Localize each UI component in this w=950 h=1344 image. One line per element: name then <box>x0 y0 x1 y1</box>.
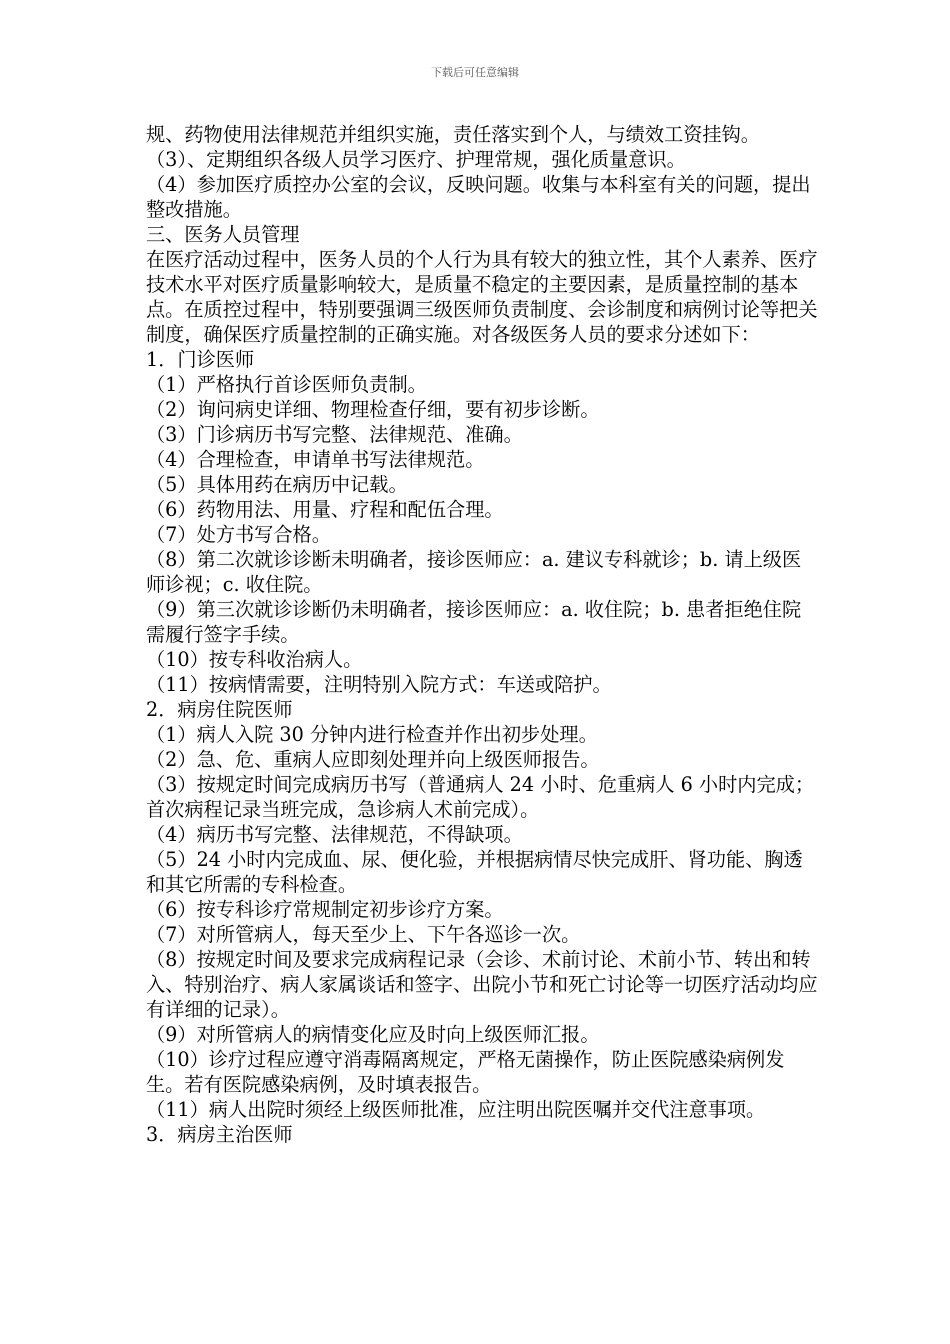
list-item: （8）第二次就诊诊断未明确者，接诊医师应：a. 建议专科就诊；b. 请上级医师诊视；c. 收住院。 <box>146 548 802 596</box>
paragraph-continuation: 规、药物使用法律规范并组织实施，责任落实到个人，与绩效工资挂钩。 <box>146 123 760 146</box>
document-body <box>146 122 818 1147</box>
section-heading-3: 三、医务人员管理 <box>146 223 300 246</box>
subsection-heading-1: 1．门诊医师 <box>146 348 255 371</box>
list-item: （5）具体用药在病历中记载。 <box>146 473 408 496</box>
list-item: （10）按专科收治病人。 <box>146 648 363 671</box>
list-item: （7）处方书写合格。 <box>146 523 331 546</box>
paragraph-intro: 在医疗活动过程中，医务人员的个人行为具有较大的独立性，其个人素养、医疗技术水平对医疗质量影响较大，是质量不稳定的主要因素，是质量控制的基本点。在质控过程中，特别要强调三级医师负责制度、会诊制度和病例讨论等把关制度，确保医疗质量控制的正确实施。对各级医务人员的要求分述如下： <box>146 248 818 346</box>
list-item: （9）第三次就诊诊断仍未明确者，接诊医师应：a. 收住院；b. 患者拒绝住院需履行签字手续。 <box>146 598 802 646</box>
list-item: （6）按专科诊疗常规制定初步诊疗方案。 <box>146 898 504 921</box>
page-header: 下载后可任意编辑 <box>431 66 519 79</box>
list-item: （4）病历书写完整、法律规范，不得缺项。 <box>146 823 523 846</box>
paragraph-item-3: （3）、定期组织各级人员学习医疗、护理常规，强化质量意识。 <box>146 148 686 171</box>
paragraph-item-4: （4）参加医疗质控办公室的会议，反映问题。收集与本科室有关的问题，提出整改措施。 <box>146 173 811 221</box>
list-item: （5）24 小时内完成血、尿、便化验，并根据病情尽快完成肝、肾功能、胸透和其它所需的专科检查。 <box>146 848 803 896</box>
list-item: （3）门诊病历书写完整、法律规范、准确。 <box>146 423 523 446</box>
list-item: （3）按规定时间完成病历书写（普通病人 24 小时、危重病人 6 小时内完成；首次病程记录当班完成，急诊病人术前完成）。 <box>146 773 815 821</box>
list-item: （9）对所管病人的病情变化应及时向上级医师汇报。 <box>146 1023 600 1046</box>
list-item: （1）病人入院 30 分钟内进行检查并作出初步处理。 <box>146 723 598 746</box>
list-item: （6）药物用法、用量、疗程和配伍合理。 <box>146 498 504 521</box>
list-item: （2）急、危、重病人应即刻处理并向上级医师报告。 <box>146 748 600 771</box>
list-item: （2）询问病史详细、物理检查仔细，要有初步诊断。 <box>146 398 600 421</box>
list-item: （11）按病情需要，注明特别入院方式：车送或陪护。 <box>146 673 612 696</box>
subsection-heading-3: 3．病房主治医师 <box>146 1123 293 1146</box>
list-item: （11）病人出院时须经上级医师批准，应注明出院医嘱并交代注意事项。 <box>146 1098 766 1121</box>
list-item: （1）严格执行首诊医师负责制。 <box>146 373 427 396</box>
subsection-heading-2: 2．病房住院医师 <box>146 698 293 721</box>
list-item: （7）对所管病人，每天至少上、下午各巡诊一次。 <box>146 923 581 946</box>
list-item: （8）按规定时间及要求完成病程记录（会诊、术前讨论、术前小节、转出和转入、特别治疗、病人家属谈话和签字、出院小节和死亡讨论等一切医疗活动均应有详细的记录）。 <box>146 948 818 1021</box>
list-item: （10）诊疗过程应遵守消毒隔离规定，严格无菌操作，防止医院感染病例发生。若有医院感染病例，及时填表报告。 <box>146 1048 785 1096</box>
list-item: （4）合理检查，申请单书写法律规范。 <box>146 448 485 471</box>
